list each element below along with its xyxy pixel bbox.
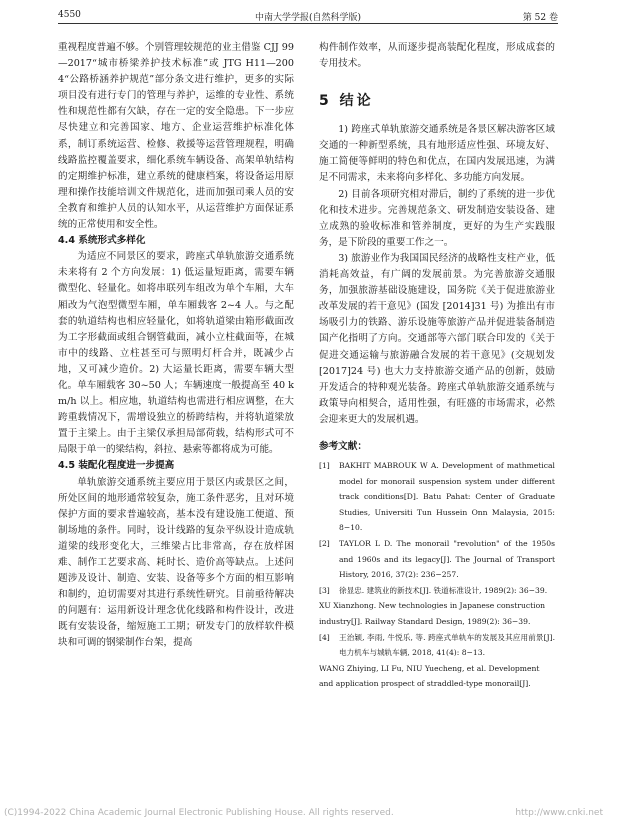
conclusion-3: 3) 旅游业作为我国国民经济的战略性支柱产业，低消耗高效益，有广阔的发展前景。为完善旅游交通服务，加强旅游基础设施建设，国务院《关于促进旅游业改革发展的若干意见》(国发 [2014]31 号) 为推出有市场吸引力的铁路、游乐设施等旅游产品并促进装备制造国产化指明了方向。交通部等六部门联合印发的《关于促进交通运输与旅游融合发展的若干意见》(交规划发 [2017]24 号) 也大力支持旅游交通产品的创新，鼓励开发适合的特种观光装备。跨座式单轨旅游交通系统与政策导向相契合，适用性强，有旺盛的市场需求，必然会迎来更大的发展机遇。 bbox=[319, 252, 555, 425]
volume-label: 第 52 卷 bbox=[522, 13, 558, 23]
right-column bbox=[319, 40, 555, 692]
continued-paragraph-right: 构件制作效率，从而逐步提高装配化程度，形成成套的专用技术。 bbox=[319, 42, 555, 70]
reference-item bbox=[319, 458, 555, 536]
reference-item bbox=[319, 536, 555, 583]
reference-number: [3] bbox=[319, 585, 330, 595]
running-header bbox=[58, 9, 558, 24]
journal-title: 中南大学学报(自然科学版) bbox=[254, 13, 362, 23]
section-heading-4-4: 4.4 系统形式多样化 bbox=[58, 235, 146, 247]
references-heading: 参考文献： bbox=[319, 440, 367, 452]
reference-translation: XU Xianzhong. New technologies in Japanese construction industry[J]. Railway Standard Design, 1989(2): 36−39. bbox=[319, 601, 546, 626]
reference-number: [2] bbox=[319, 538, 330, 548]
reference-number: [1] bbox=[319, 460, 330, 470]
conclusion-1: 1) 跨座式单轨旅游交通系统是各景区解决游客区域交通的一种新型系统，具有地形适应性强、环境友好、施工简便等鲜明的特色和优点，在国内发展迅速，为满足不同需求，未来将向多样化、多功能方向发展。 bbox=[319, 124, 555, 184]
left-column bbox=[58, 40, 294, 652]
continued-paragraph: 重视程度普遍不够。个别管理较规范的业主借鉴 CJJ 99—2017“城市桥梁养护技术标准”或 JTG H11—2004“公路桥涵养护规范”部分条文进行维护，更多的实际项目没有进行专门的管理与养护，运维的专业性、系统性和规范性都有欠缺，存在一定的安全隐患。下一步应尽快建立和完善国家、地方、企业运营维护标准化体系，制订系统运营、检修、救援等运营管理规程，明确线路监控覆盖要求，细化系统车辆设备、高架单轨结构的定期维护标准，建立系统的健康档案，将设备运用原理和操作技能培训文件规范化，进而加强司乘人员的安全教育和维护人员的认知水平，从运营维护方面保证系统的正常使用和安全性。 bbox=[58, 42, 294, 231]
reference-list bbox=[319, 458, 555, 692]
reference-translation: WANG Zhiying, LI Fu, NIU Yuecheng, et al. Development and application prospect of straddled-type monorail[J]. bbox=[319, 663, 540, 689]
reference-number: [4] bbox=[319, 632, 330, 642]
reference-item bbox=[319, 630, 555, 661]
section-heading-5: 5 结论 bbox=[319, 93, 374, 110]
page-number: 4550 bbox=[58, 10, 81, 20]
reference-item bbox=[319, 583, 555, 599]
section-4-4-paragraph: 为适应不同景区的要求，跨座式单轨旅游交通系统未来将有 2 个方向发展：1) 低运量短距离，需要车辆微型化、轻量化。如将串联列车组改为单个车厢，大车厢改为气泡型微型车厢，单车厢载客 2~4 人。与之配套的轨道结构也相应轻量化，如将轨道梁由箱形截面改为工字形截面或组合钢管截面，减小立柱截面等，在城市中的线路、立柱甚至可与照明灯杆合并，既减少占地，又可减少造价。2) 大运量长距离，需要车辆大型化。单车厢载客 30~50 人；车辆速度一般提高至 40 km/h 以上。相应地，轨道结构也需进行相应调整，在大跨重载情况下，需增设独立的桥跨结构，并将轨道梁放置于主梁上。由于主梁仅承担局部荷载，结构形式可不局限于单一的梁结构，斜拉、悬索等都将成为可能。 bbox=[58, 251, 294, 456]
reference-text: 王治颖, 李雨, 牛悦乐, 等. 跨座式单轨车的发展及其应用前景[J]. 电力机车与城轨车辆, 2018, 41(4): 8−13. bbox=[339, 632, 555, 658]
reference-text: TAYLOR L D. The monorail "revolution" of the 1950s and 1960s and its legacy[J]. The Journal of Transport History, 2016, 37(2): 236−257. bbox=[339, 538, 555, 580]
cnki-url: http://www.cnki.net bbox=[515, 808, 603, 818]
reference-text: BAKHIT MABROUK W A. Development of mathmetical model for monorail suspension system under different track conditions[D]. Batu Pahat: Center of Graduate Studies, Universiti Tun Hussein Onn Malaysia, 2015: 8−10. bbox=[339, 460, 555, 533]
copyright-text: (C)1994-2022 China Academic Journal Electronic Publishing House. All rights reserved. bbox=[4, 808, 394, 818]
conclusion-2: 2) 目前各项研究相对滞后，制约了系统的进一步优化和技术进步。完善规范条文、研发制造安装设备、建立成熟的验收标准和管养制度，更好的为生产实践服务，是下阶段的重要工作之一。 bbox=[319, 188, 555, 248]
section-heading-4-5: 4.5 装配化程度进一步提高 bbox=[58, 460, 175, 472]
reference-text: 徐显忠. 建筑业的新技术[J]. 铁道标准设计, 1989(2): 36−39. bbox=[339, 585, 548, 595]
section-4-5-paragraph: 单轨旅游交通系统主要应用于景区内或景区之间，所处区间的地形通常较复杂，施工条件恶劣，且对环境保护方面的要求普遍较高，基本没有建设施工便道、预制场地的条件。同时，设计线路的复杂平纵设计造成轨道梁的线形变化大，三维梁占比非常高，存在放样困难、制作工艺要求高、耗时长、造价高等缺点。上述问题涉及设计、制造、安装、设备等多个方面的相互影响和制约，迫切需要对其进行系统性研究。目前亟待解决的问题有：运用新设计理念优化线路和构件设计，改进既有安装设备，缩短施工工期；研发专门的放样软件模块和可调的钢梁制作台架，提高 bbox=[58, 476, 294, 649]
